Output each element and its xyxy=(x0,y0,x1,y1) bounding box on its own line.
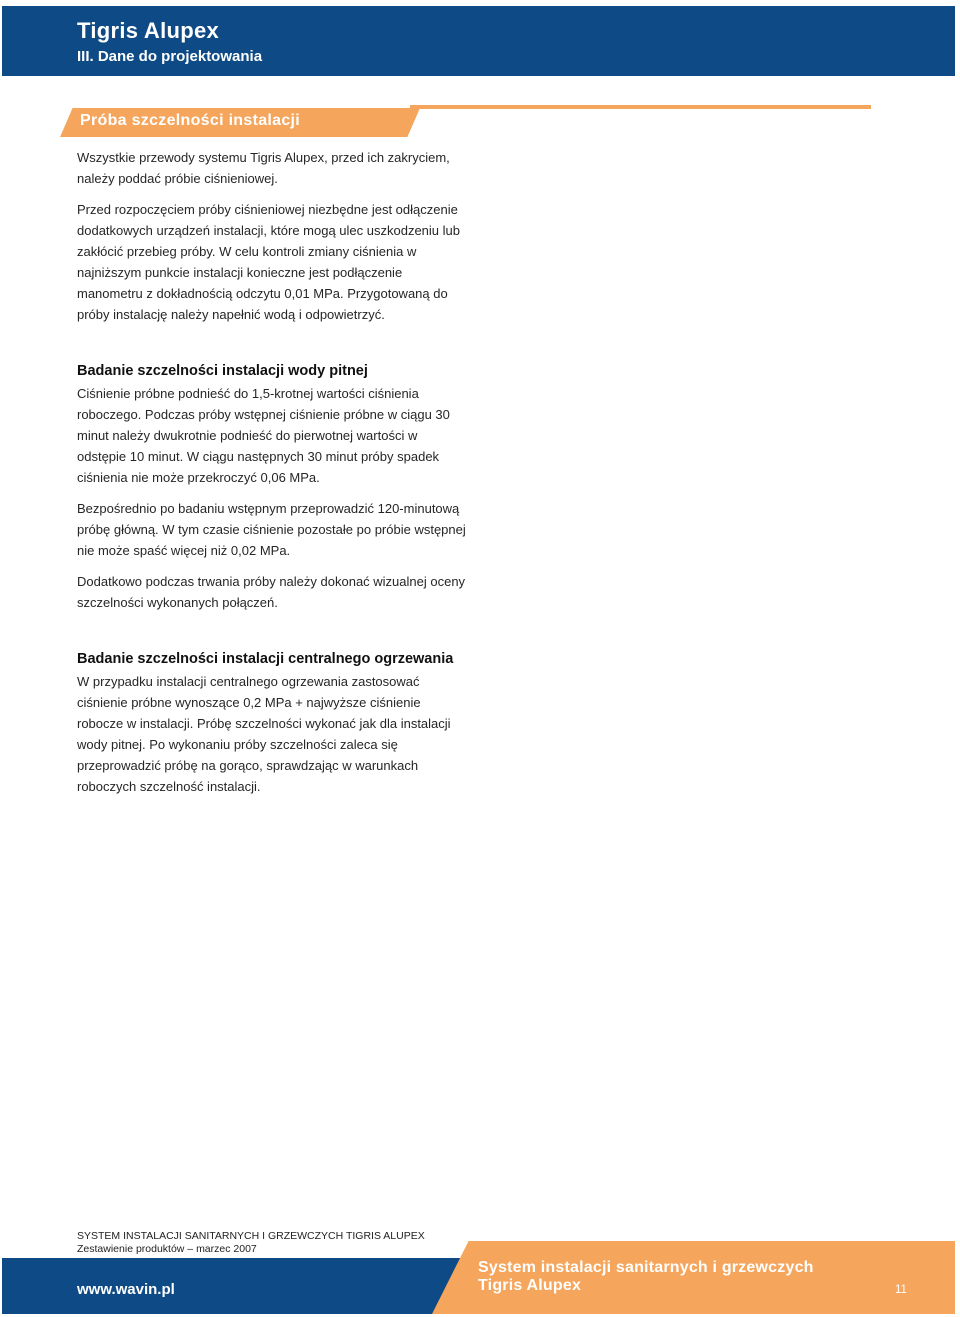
footer-system-title: System instalacji sanitarnych i grzewczych xyxy=(478,1259,814,1276)
heating-paragraph-1: W przypadku instalacji centralnego ogrzewania zastosować ciśnienie próbne wynoszące 0,2 MPa + najwyższe ciśnienie robocze w instalacji. Próbę szczelności wykonać jak dla instalacji wody pitnej. Po wykonaniu próby szczelności zaleca się przeprowadzić próbę na gorąco, sprawdzając w warunkach roboczych szczelność instalacji. xyxy=(77,674,451,794)
water-paragraph-1: Ciśnienie próbne podnieść do 1,5-krotnej wartości ciśnienia roboczego. Podczas próby wstępnej ciśnienie próbne w ciągu 30 minut należy dwukrotnie podnieść do pierwotnej wartości w odstępie 10 minut. W ciągu następnych 30 minut próby spadek ciśnienia nie może przekroczyć 0,06 MPa. xyxy=(77,386,450,485)
section-tab-line xyxy=(410,105,871,109)
intro-paragraph-1: Wszystkie przewody systemu Tigris Alupex, przed ich zakryciem, należy poddać próbie ciśnieniowej. xyxy=(77,150,450,186)
page-number: 11 xyxy=(895,1284,907,1296)
section-title: Próba szczelności instalacji xyxy=(80,112,301,129)
water-test-heading: Badanie szczelności instalacji wody pitnej xyxy=(77,363,368,379)
footer-system-brand: Tigris Alupex xyxy=(478,1277,582,1294)
water-paragraph-2: Bezpośrednio po badaniu wstępnym przeprowadzić 120-minutową próbę główną. W tym czasie ciśnienie pozostałe po próbie wstępnej nie może spaść więcej niż 0,02 MPa. xyxy=(77,501,466,558)
content-column xyxy=(77,147,469,807)
footer-catalog-date: Zestawienie produktów – marzec 2007 xyxy=(77,1243,257,1255)
water-paragraph-3: Dodatkowo podczas trwania próby należy dokonać wizualnej oceny szczelności wykonanych połączeń. xyxy=(77,574,466,610)
intro-paragraph-2: Przed rozpoczęciem próby ciśnieniowej niezbędne jest odłączenie dodatkowych urządzeń instalacji, które mogą ulec uszkodzeniu lub zakłócić przebieg próby. W celu kontroli zmiany ciśnienia w najniższym punkcie instalacji konieczne jest podłączenie manometru z dokładnością odczytu 0,01 MPa. Przygotowaną do próby instalację należy napełnić wodą i odpowietrzyć. xyxy=(77,202,460,322)
footer-website-link[interactable]: www.wavin.pl xyxy=(77,1281,175,1298)
footer-catalog-title: SYSTEM INSTALACJI SANITARNYCH I GRZEWCZYCH TIGRIS ALUPEX xyxy=(77,1230,425,1242)
heating-test-heading: Badanie szczelności instalacji centralnego ogrzewania xyxy=(77,651,454,667)
chapter-subtitle: III. Dane do projektowania xyxy=(77,48,263,65)
brand-title: Tigris Alupex xyxy=(77,18,220,43)
